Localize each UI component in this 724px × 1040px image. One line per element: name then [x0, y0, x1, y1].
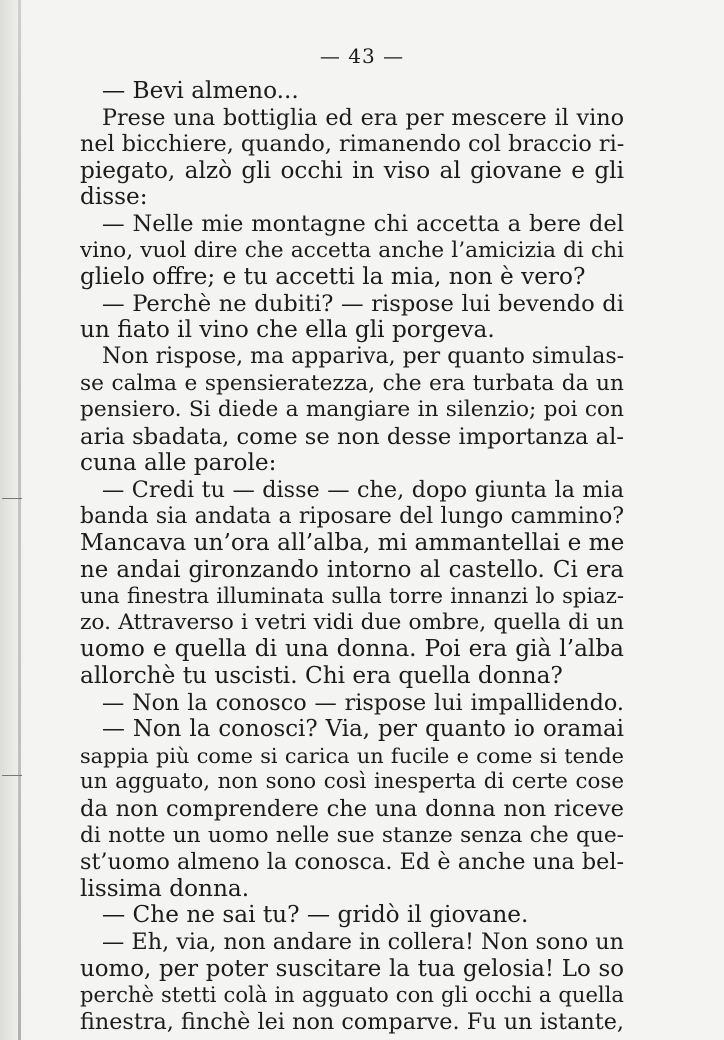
text-line: vino, vuol dire che accetta anche l’amicizia di chi [80, 237, 624, 263]
text-line: uomo e quella di una donna. Poi era già l’alba [80, 636, 624, 663]
text-line: glielo offre; e tu accetti la mia, non è vero? [80, 264, 586, 291]
text-line: — Nelle mie montagne chi accetta a bere del [102, 210, 624, 237]
text-line: — Non la conosco — rispose lui impallidendo. [102, 689, 624, 716]
text-line: una finestra illuminata sulla torre innanzi lo spiaz- [80, 583, 624, 609]
text-line: perchè stetti colà in agguato con gli occhi a quella [80, 982, 624, 1008]
text-line: — Perchè ne dubiti? — rispose lui bevendo di [102, 290, 624, 317]
text-line: sappia più come si carica un fucile e come si tende [80, 743, 624, 768]
body-text [80, 78, 624, 1035]
text-line: un agguato, non sono così inesperta di certe cose [80, 769, 624, 795]
text-line: disse: [80, 184, 148, 211]
text-line: se calma e spensieratezza, che era turbata da un [80, 370, 624, 396]
text-line: allorchè tu uscisti. Chi era quella donna? [80, 663, 563, 690]
text-line: zo. Attraverso i vetri vidi due ombre, quella di un [80, 609, 624, 635]
margin-mark [2, 498, 22, 499]
text-line: di notte un uomo nelle sue stanze senza che que- [80, 822, 624, 848]
text-line: — Eh, via, non andare in collera! Non sono un [102, 929, 624, 955]
text-line: nel bicchiere, quando, rimanendo col braccio ri- [80, 131, 624, 158]
text-line: uomo, per poter suscitare la tua gelosia! Lo so [80, 955, 624, 982]
text-line: un fiato il vino che ella gli porgeva. [80, 317, 495, 344]
page-number: — 43 — [319, 44, 405, 68]
margin-mark [2, 775, 22, 776]
text-line: — Credi tu — disse — che, dopo giunta la mia [102, 476, 624, 503]
binding-edge [18, 0, 21, 1040]
text-line: pensiero. Si diede a mangiare in silenzio; poi con [80, 397, 624, 423]
text-line: cuna alle parole: [80, 450, 277, 477]
text-line: aria sbadata, come se non desse importanza al- [80, 423, 624, 450]
text-line: st’uomo almeno la conosca. Ed è anche una bel- [80, 849, 624, 876]
text-line: da non comprendere che una donna non riceve [80, 796, 624, 823]
text-line: — Che ne sai tu? — gridò il giovane. [102, 902, 529, 929]
text-line: ne andai gironzando intorno al castello. Ci era [80, 556, 624, 583]
text-line: — Non la conosci? Via, per quanto io oramai [102, 716, 624, 743]
text-line: Mancava un’ora all’alba, mi ammantellai e me [80, 530, 624, 557]
text-line: piegato, alzò gli occhi in viso al giovane e gli [80, 157, 624, 184]
text-line: banda sia andata a riposare del lungo cammino? [80, 503, 624, 529]
text-line: finestra, finchè lei non comparve. Fu un istante, [80, 1008, 624, 1035]
text-line: lissima donna. [80, 875, 250, 902]
text-line: Prese una bottiglia ed era per mescere il vino [102, 104, 624, 131]
text-line: — Bevi almeno... [102, 78, 299, 104]
text-line: Non rispose, ma appariva, per quanto simulas- [102, 343, 624, 369]
